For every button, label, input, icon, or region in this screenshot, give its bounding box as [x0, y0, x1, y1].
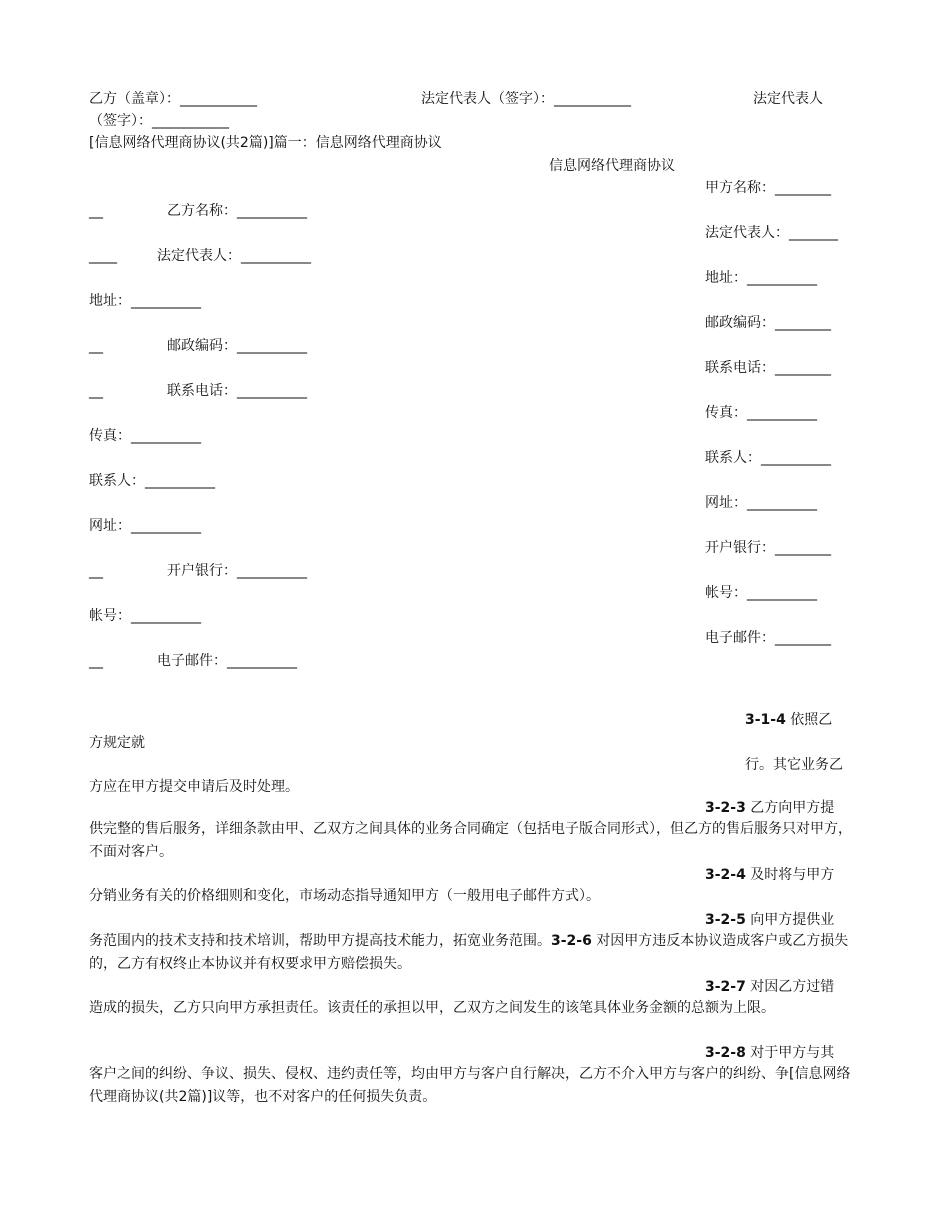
- party-b-phone-field: 联系电话：__________: [167, 383, 307, 399]
- clause-3-2-3-head: [705, 798, 834, 818]
- clause-3-2-8-body: 客户之间的纠纷、争议、损失、侵权、违约责任等，均由甲方与客户自行解决，乙方不介入甲方与客户的纠纷、争[信息网络代理商协议(共2篇)]议等，也不对客户的任何损失负责。: [89, 1066, 851, 1105]
- clause-text: 依照乙: [785, 712, 833, 728]
- clause-number: 3-2-8: [705, 1045, 746, 1061]
- clause-text: 务范围内的技术支持和技术培训，帮助甲方提高技术能力，拓宽业务范围。: [89, 933, 551, 949]
- legal-rep-signature-line-2: 法定代表人: [753, 91, 823, 107]
- party-a-phone-field: 联系电话：________: [705, 360, 831, 376]
- party-b-bank-field: 开户银行：__________: [167, 563, 307, 579]
- party-a-name-field: 甲方名称：________: [705, 180, 831, 196]
- party-a-postcode-field: 邮政编码：________: [705, 315, 831, 331]
- clause-3-2-5-body: [89, 930, 864, 975]
- party-a-bank-field: 开户银行：________: [705, 540, 831, 556]
- clause-3-1-4-tail: 方规定就: [89, 735, 145, 751]
- clause-fragment-head: 行。其它业务乙: [745, 757, 843, 773]
- party-b-address-field: 地址：__________: [89, 293, 201, 309]
- clause-text: 乙方向甲方提: [745, 800, 835, 816]
- legal-rep-signature-line-2-cont: （签字）：___________: [89, 113, 229, 129]
- party-a-contact-field: 联系人：__________: [705, 450, 831, 466]
- party-a-email-field: 电子邮件：________: [705, 630, 831, 646]
- clause-number: 3-2-3: [705, 800, 746, 816]
- clause-number: 3-2-7: [705, 979, 746, 995]
- clause-text: 对因乙方过错: [745, 979, 835, 995]
- party-b-postcode-field: 邮政编码：__________: [167, 338, 307, 354]
- clause-3-2-7-head: [705, 977, 834, 997]
- legal-rep-signature-line: 法定代表人（签字）：___________: [421, 91, 631, 107]
- party-b-name-field: 乙方名称：__________: [167, 203, 307, 219]
- clause-number: 3-2-4: [705, 867, 746, 883]
- clause-3-2-8-head: [705, 1043, 834, 1063]
- party-b-contact-field: 联系人：__________: [89, 473, 215, 489]
- agreement-title: 信息网络代理商协议: [549, 158, 675, 174]
- party-a-website-field: 网址：__________: [705, 495, 817, 511]
- party-b-fax-field: 传真：__________: [89, 428, 201, 444]
- field-underline-tail: __: [89, 203, 103, 219]
- clause-3-2-4-head: [705, 865, 834, 885]
- party-a-account-field: 帐号：__________: [705, 585, 817, 601]
- clause-3-2-7-body: 造成的损失，乙方只向甲方承担责任。该责任的承担以甲，乙双方之间发生的该笔具体业务金额的总额为上限。: [89, 1000, 775, 1016]
- clause-text: 对因甲方违反本协议造成客户或乙方损失的，乙方有权终止本协议并有权要求甲方赔偿损失。: [89, 933, 849, 972]
- field-underline-tail: ____: [89, 248, 117, 264]
- clause-text: 向甲方提供业: [745, 912, 835, 928]
- party-b-website-field: 网址：__________: [89, 518, 201, 534]
- party-b-legal-rep-field: 法定代表人：__________: [157, 248, 311, 264]
- clause-number: 3-2-6: [551, 933, 592, 949]
- party-a-fax-field: 传真：__________: [705, 405, 817, 421]
- clause-3-2-4-body: 分销业务有关的价格细则和变化，市场动态指导通知甲方（一般用电子邮件方式）。: [89, 888, 600, 904]
- party-a-legal-rep-field: 法定代表人：_______: [705, 225, 838, 241]
- clause-number: 3-2-5: [705, 912, 746, 928]
- field-underline-tail: __: [89, 338, 103, 354]
- doc-heading: [信息网络代理商协议(共2篇)]篇一：信息网络代理商协议: [89, 135, 442, 151]
- clause-3-2-3-body: 供完整的售后服务，详细条款由甲、乙双方之间具体的业务合同确定（包括电子版合同形式），但乙方的售后服务只对甲方，不面对客户。: [89, 821, 852, 860]
- clause-3-1-4-head: [745, 710, 832, 730]
- party-b-email-field: 电子邮件：__________: [157, 653, 297, 669]
- clause-fragment-tail: 方应在甲方提交申请后及时处理。: [89, 779, 299, 795]
- field-underline-tail: __: [89, 653, 103, 669]
- party-a-address-field: 地址：__________: [705, 270, 817, 286]
- field-underline-tail: __: [89, 383, 103, 399]
- clause-number: 3-1-4: [745, 712, 786, 728]
- clause-text: 对于甲方与其: [745, 1045, 835, 1061]
- clause-3-2-5-head: [705, 910, 834, 930]
- party-b-account-field: 帐号：__________: [89, 608, 201, 624]
- clause-text: 及时将与甲方: [745, 867, 835, 883]
- field-underline-tail: __: [89, 563, 103, 579]
- party-b-seal-line: 乙方（盖章）：___________: [89, 91, 257, 107]
